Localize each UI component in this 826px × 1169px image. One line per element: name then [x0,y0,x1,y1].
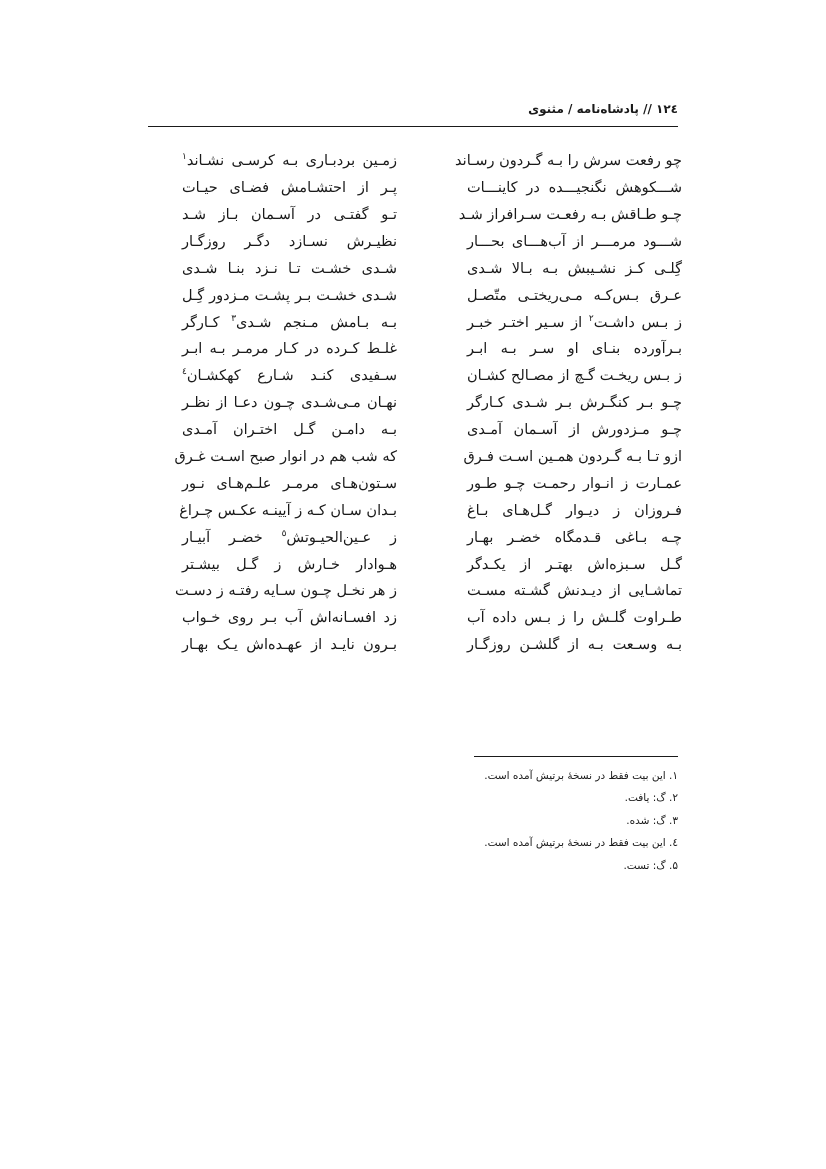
hemistich-text: فـروزان ز دیـوار گـل‌هـای بـاغ [467,502,682,519]
hemistich-left [182,208,397,223]
hemistich-right [467,235,682,250]
hemistich-left [179,502,397,519]
footnote-marker: ۲ [588,313,594,324]
hemistich-text: نهـان مـی‌شـدی چـون دعـا از نظـر [182,395,397,412]
footnote-rule [474,756,678,757]
hemistich-left [182,477,397,492]
couplet [182,390,682,417]
hemistich-left [182,289,397,304]
hemistich-left [182,235,397,250]
hemistich-right [467,396,682,411]
hemistich-right [467,611,682,626]
footnote: ٤. این بیت فقط در نسخهٔ برتیش آمده است. [484,837,678,850]
hemistich-right [455,153,682,170]
hemistich-left [174,448,397,465]
couplet [182,363,682,390]
hemistich-text: سـفیدی کنـد شـارع کهکشـان [186,368,397,385]
footnote-marker: ۱ [182,152,187,163]
hemistich-left [182,611,397,626]
hemistich-left [182,313,397,331]
hemistich-text: ز بـس داشـت [593,314,682,331]
hemistich-text: نظیـرش نسـازد دگـر روزگـار [182,233,397,250]
couplet [174,444,682,471]
hemistich-text: زد افسـانه‌اش آب بـر روی خـواب [182,610,397,627]
hemistich-text: بـرون نایـد از عهـده‌اش یـک بهـار [182,637,397,654]
hemistich-text: ازو تـا بـه گـردون همـین اسـت فـرق [463,448,682,465]
hemistich-text: ز هر نخـل چـون سـایه رفتـه ز دسـت [175,583,397,600]
hemistich-text: خضـر آبیـار [182,529,282,546]
hemistich-text: گِلـی کـز نشـیبش بـه بـالا شـدی [467,260,682,277]
hemistich-right [463,448,682,465]
footnote: ۵. گ: تست. [623,859,678,872]
hemistich-right [467,638,682,653]
couplet [182,524,682,551]
hemistich-text: چـو بـر کنگـرش بـر شـدی کـارگر [467,395,682,412]
hemistich-text: بـرآورده بنـای او سـر بـه ابـر [467,341,682,358]
hemistich-right [467,342,682,357]
hemistich-text: چـو مـزدورش از آسـمان آمـدی [467,422,682,439]
hemistich-text: طـراوت گلـش را ز بـس داده آب [467,610,682,627]
hemistich-text: بـدان سـان کـه ز آیینـه عکـس چـراغ [179,502,397,519]
hemistich-text: گـل سـبزه‌اش بهتـر از یکـدگر [467,556,682,573]
hemistich-left [182,528,397,546]
footnote-marker: ۳ [231,313,237,324]
couplet [182,282,682,309]
couplet [182,148,682,175]
hemistich-text: تـو گفتـی در آسـمان بـاز شـد [182,206,397,223]
hemistich-text: چو رفعت سرش را بـه گـردون رسـاند [455,153,682,170]
hemistich-text: عـرق بـس‌کـه مـی‌ریختـی متّصـل [467,287,682,304]
couplet [182,175,682,202]
hemistich-text: شـدی خشـت تـا نـزد بنـا شـدی [182,260,397,277]
hemistich-right [467,423,682,438]
hemistich-right [467,531,682,546]
poem-body [174,148,682,659]
hemistich-text: پـر از احتشـامش فضـای حیـات [182,180,397,197]
hemistich-right [458,206,682,223]
hemistich-text: چـو طـاقش بـه رفعـت سـرافراز شـد [458,206,682,223]
couplet [182,336,682,363]
hemistich-right [467,504,682,519]
couplet [182,309,682,336]
couplet [182,256,682,283]
hemistich-text: از سـیر اختـر خبـر [467,314,589,331]
hemistich-text: شـدی خشـت بـر پشـت مـزدور گِـل [182,287,397,304]
hemistich-left [182,396,397,411]
couplet [182,229,682,256]
hemistich-right [467,369,682,384]
hemistich-text: شـــود مرمـــر از آب‌هـــای بحـــار [467,233,682,250]
footnotes [378,765,678,877]
footnote: ۳. گ: شده. [626,814,678,827]
hemistich-right [467,313,682,331]
hemistich-text: ز عـین‌الحیـوتش [286,529,397,546]
hemistich-text: عمـارت ز انـوار رحمـت چـو طـور [467,475,682,492]
hemistich-left [182,369,397,384]
hemistich-text: زمـین بردبـاری بـه کرسـی نشـاند [186,153,397,170]
footnote-marker: ٥ [281,528,287,539]
hemistich-text: ز بـس ریخـت گـچ از مصـالح کشـان [467,368,682,385]
hemistich-text: شـــکوهش نگنجیـــده در کاینـــات [467,180,682,197]
hemistich-right [467,262,682,277]
hemistich-left [182,342,397,357]
couplet [179,498,682,525]
footnote-marker: ٤ [182,367,187,378]
hemistich-text: بـه بـامش مـنجم شـدی [236,314,397,331]
couplet [182,417,682,444]
hemistich-text: کـارگر [182,314,232,331]
hemistich-right [467,477,682,492]
couplet [182,605,682,632]
hemistich-left [182,423,397,438]
hemistich-left [182,154,397,169]
hemistich-text: غلـط کـرده در کـار مرمـر بـه ابـر [182,341,397,358]
hemistich-text: هـوادار خـارش ز گـل بیشـتر [182,556,397,573]
couplet [182,202,682,229]
hemistich-right [467,289,682,304]
running-head: ۱۲٤ // پادشاه‌نامه / مثنوی [528,102,678,116]
hemistich-text: تماشـایی از دیـدنش گشـته مسـت [467,583,682,600]
hemistich-text: سـتون‌هـای مرمـر علـم‌هـای نـور [182,475,397,492]
couplet [182,632,682,659]
hemistich-right [467,181,682,196]
hemistich-left [182,262,397,277]
hemistich-left [182,638,397,653]
footnote: ۱. این بیت فقط در نسخهٔ برتیش آمده است. [484,770,678,782]
header-rule [148,126,678,127]
hemistich-left [182,558,397,573]
hemistich-right [467,558,682,573]
hemistich-text: چـه بـاغی قـدمگاه خضـر بهـار [467,529,682,546]
couplet [182,551,682,578]
couplet [175,578,682,605]
hemistich-right [467,584,682,599]
hemistich-left [182,181,397,196]
couplet [182,471,682,498]
hemistich-left [175,583,397,600]
footnote: ۲. گ: یافت. [624,792,678,805]
hemistich-text: که شب هم در انوار صبح اسـت غـرق [174,448,397,465]
hemistich-text: بـه وسـعت بـه از گلشـن روزگـار [467,637,682,654]
hemistich-text: بـه دامـن گـل اختـران آمـدی [182,422,397,439]
